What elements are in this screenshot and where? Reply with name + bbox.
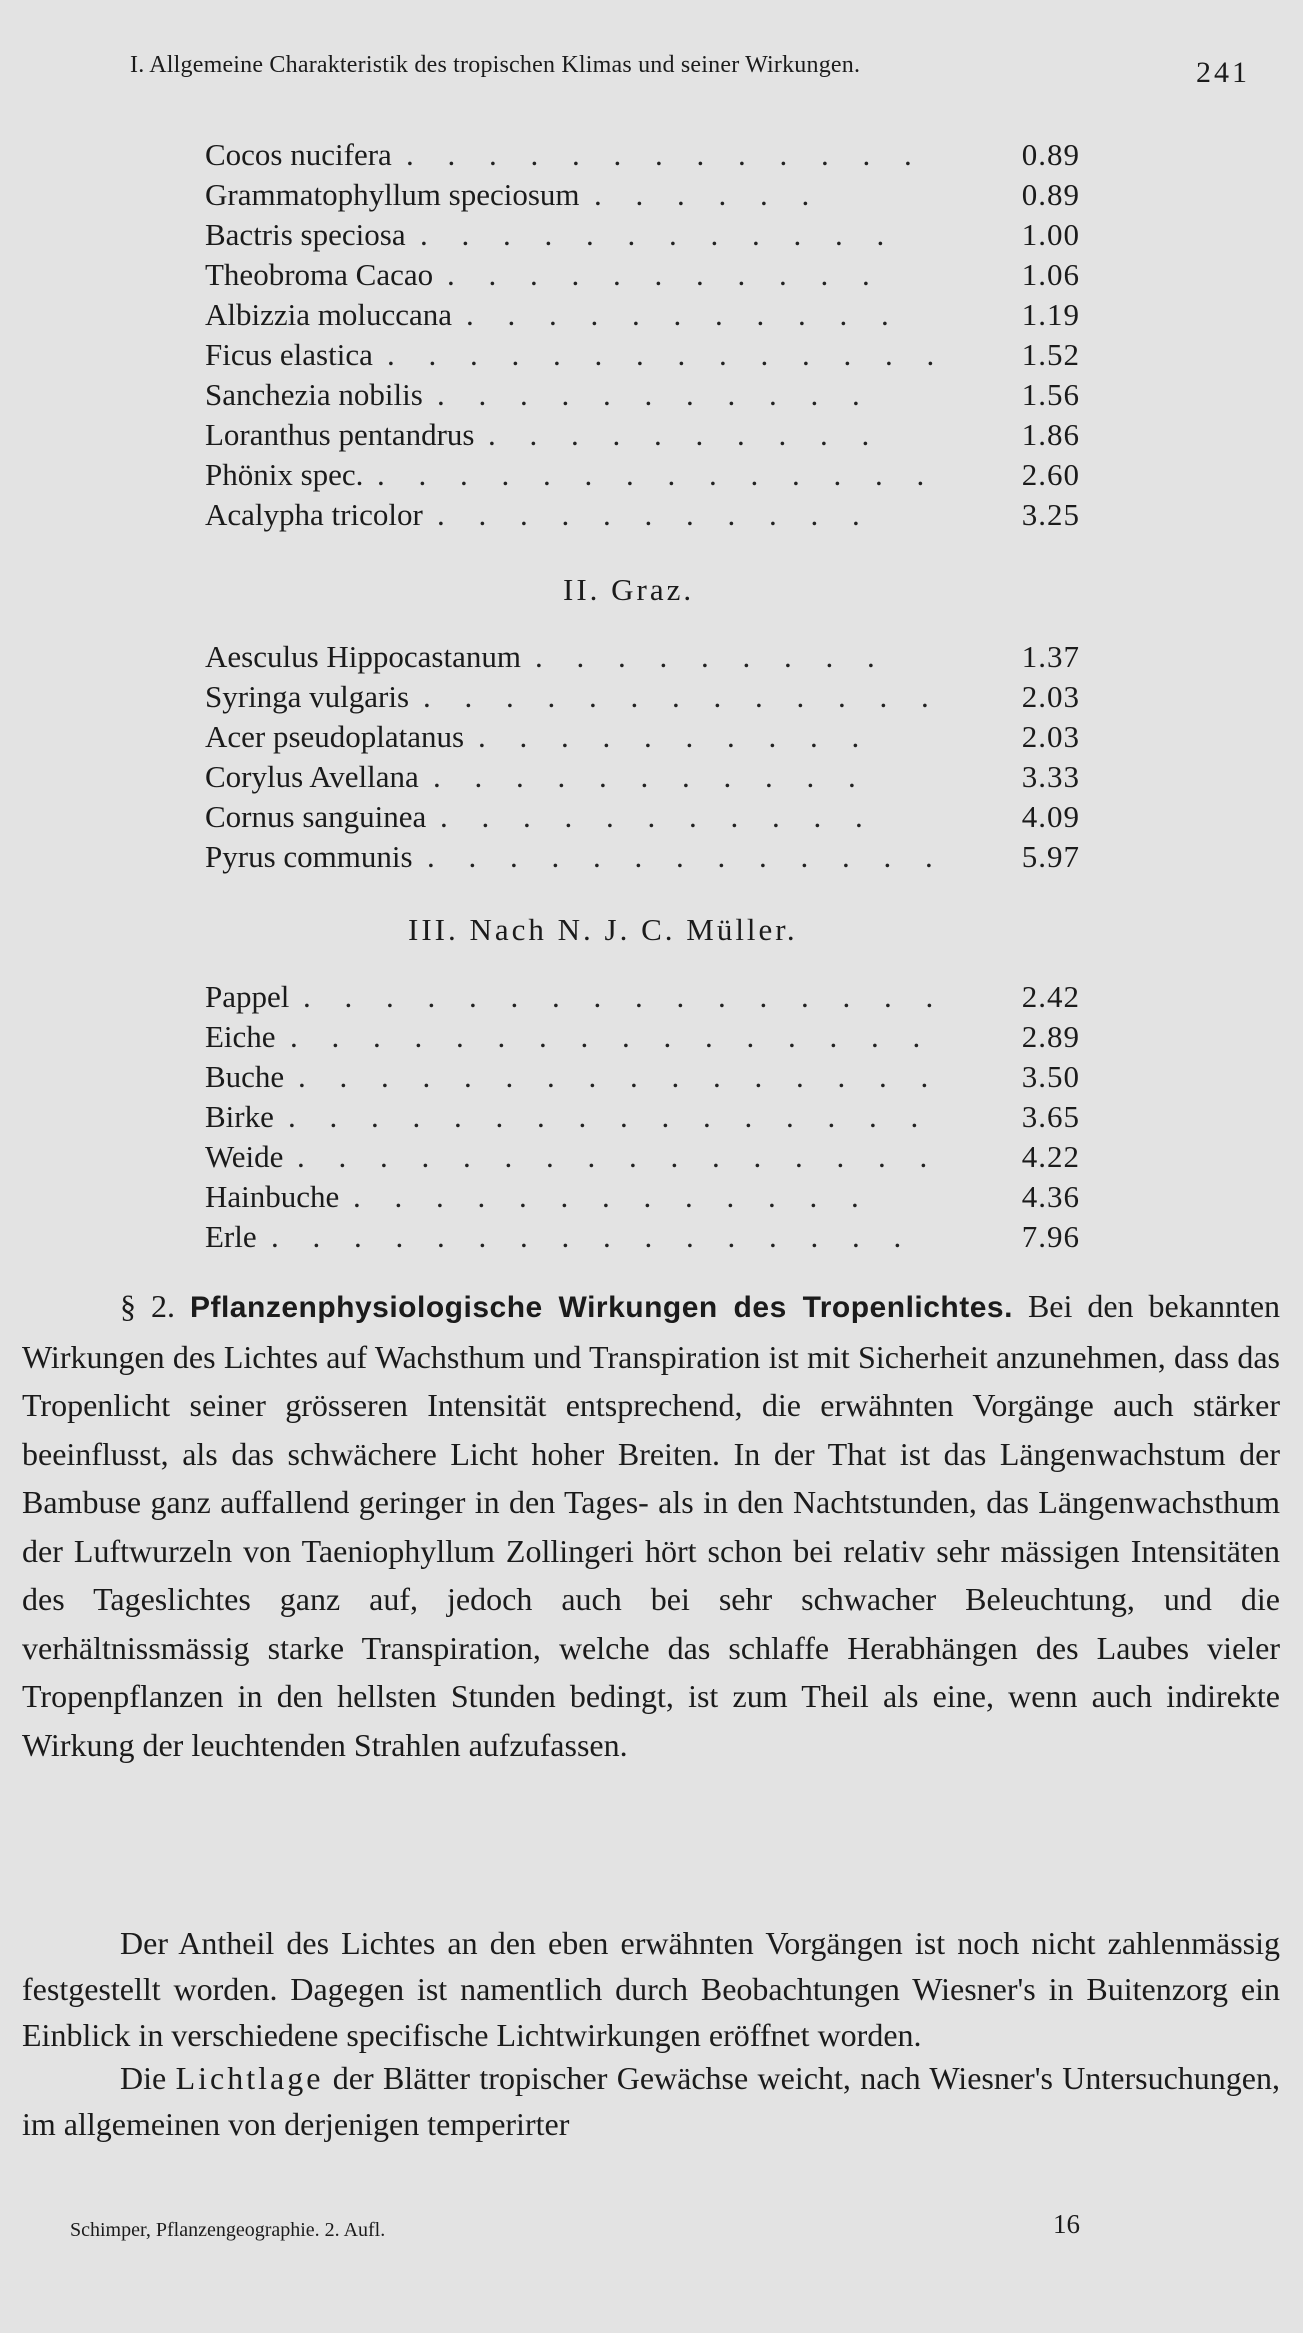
paragraph-2: Der Antheil des Lichtes an den eben erwähnten Vorgängen ist noch nicht zahlenmässig festgestellt worden. Dagegen ist namentlich durch Beobachtungen Wiesner's in Buitenzorg ein Einblick in verschiedene specifische Lichtwirkungen eröffnet worden. bbox=[22, 1925, 1280, 2053]
species-name: Hainbuche bbox=[205, 1179, 340, 1214]
section-heading-mueller: III. Nach N. J. C. Müller. bbox=[408, 912, 798, 947]
table-row bbox=[200, 1217, 1080, 1257]
leader-dots: . . . . . . . . . . . . . . bbox=[377, 457, 938, 492]
table-row bbox=[200, 135, 1080, 175]
leader-dots: . . . . . . . . . . . bbox=[466, 297, 902, 332]
table-row bbox=[200, 175, 1080, 215]
ratio-value: 2.42 bbox=[1021, 979, 1080, 1014]
table-row bbox=[200, 977, 1080, 1017]
leader-dots: . . . . . . . . . . . bbox=[447, 257, 883, 292]
table-row bbox=[200, 1137, 1080, 1177]
paragraph-3-start: Die bbox=[120, 2060, 167, 2096]
leader-dots: . . . . . . . . . . . bbox=[437, 377, 873, 412]
leader-dots: . . . . . . . . . . . . . . . . bbox=[288, 1099, 932, 1134]
leader-dots: . . . . . . . . . . . . . bbox=[406, 137, 925, 172]
value-table-section-1 bbox=[200, 135, 1080, 535]
species-name: Albizzia moluccana bbox=[205, 297, 453, 332]
table-row bbox=[200, 1017, 1080, 1057]
paragraph-1-text: Bei den bekannten Wirkungen des Lichtes auf Wachsthum und Transpiration ist mit Sicherheit anzunehmen, dass das Tropenlicht seiner grösseren Intensität entsprechend, die erwähnten Vorgänge auch stärker beeinflusst, als das schwächere Licht hoher Breiten. In der That ist das Längenwachstum der Bambuse ganz auffallend geringer in den Tages- als in den Nachtstunden, das Längenwachsthum der Luftwurzeln von Taeniophyllum Zollingeri hört schon bei relativ sehr mässigen Intensitäten des Tageslichtes ganz auf, jedoch auch bei sehr schwacher Beleuchtung, und die verhältnissmässig starke Transpiration, welche das schlaffe Herabhängen des Laubes vieler Tropenpflanzen in den hellsten Stunden bedingt, ist zum Theil als eine, wenn auch indirekte Wirkung der leuchtenden Strahlen aufzufassen. bbox=[22, 1288, 1281, 1763]
section-title: Pflanzenphysiologische Wirkungen des Tropenlichtes. bbox=[189, 1291, 1013, 1324]
paragraph-1 bbox=[22, 1282, 1280, 1769]
sheet-number: 16 bbox=[1053, 2209, 1080, 2239]
leader-dots: . . . . . . . . . . bbox=[488, 417, 883, 452]
species-name: Acer pseudoplatanus bbox=[205, 719, 465, 754]
species-name: Weide bbox=[205, 1139, 284, 1174]
ratio-value: 0.89 bbox=[1021, 137, 1080, 172]
ratio-value: 3.33 bbox=[1021, 759, 1080, 794]
table-row bbox=[200, 295, 1080, 335]
species-name: Loranthus pentandrus bbox=[205, 417, 475, 452]
table-row bbox=[200, 415, 1080, 455]
leader-dots: . . . . . . . . . . . . . . . . bbox=[271, 1219, 915, 1254]
species-name: Acalypha tricolor bbox=[205, 497, 423, 532]
table-row bbox=[200, 837, 1080, 877]
table-row bbox=[200, 495, 1080, 535]
value-table-section-2 bbox=[200, 637, 1080, 877]
ratio-value: 2.89 bbox=[1021, 1019, 1080, 1054]
ratio-value: 1.37 bbox=[1021, 639, 1080, 674]
table-row bbox=[200, 255, 1080, 295]
species-name: Cocos nucifera bbox=[205, 137, 392, 172]
ratio-value: 1.52 bbox=[1021, 337, 1080, 372]
paragraph-3-emphasis: Lichtlage bbox=[175, 2060, 324, 2096]
ratio-value: 4.22 bbox=[1021, 1139, 1080, 1174]
table-row bbox=[200, 1177, 1080, 1217]
table-row bbox=[200, 375, 1080, 415]
leader-dots: . . . . . . . . . . . bbox=[433, 759, 869, 794]
leader-dots: . . . . . . . . . . . . bbox=[420, 217, 898, 252]
leader-dots: . . . . . . . . . . . bbox=[440, 799, 876, 834]
table-row bbox=[200, 637, 1080, 677]
leader-dots: . . . . . . . . . . . . . . . . bbox=[303, 979, 947, 1014]
leader-dots: . . . . . . . . . . . . . bbox=[353, 1179, 872, 1214]
ratio-value: 3.50 bbox=[1021, 1059, 1080, 1094]
species-name: Pappel bbox=[205, 979, 290, 1014]
table-row bbox=[200, 797, 1080, 837]
species-name: Phönix spec. bbox=[205, 457, 364, 492]
running-head-title: I. Allgemeine Charakteristik des tropischen Klimas und seiner Wirkungen. bbox=[130, 52, 861, 78]
paragraph-3 bbox=[22, 2055, 1280, 2147]
running-head bbox=[130, 52, 1250, 89]
species-name: Aesculus Hippocastanum bbox=[205, 639, 521, 674]
paragraph-3-text: der Blätter tropischer Gewächse weicht, nach Wiesner's Untersuchungen, im allgemeinen von derjenigen temperirter bbox=[22, 2060, 1281, 2142]
ratio-value: 5.97 bbox=[1021, 839, 1080, 874]
leader-dots: . . . . . . . . . bbox=[535, 639, 888, 674]
ratio-value: 2.60 bbox=[1021, 457, 1080, 492]
section-number: § 2. bbox=[120, 1288, 175, 1324]
ratio-value: 3.65 bbox=[1021, 1099, 1080, 1134]
ratio-value: 4.36 bbox=[1021, 1179, 1080, 1214]
species-name: Pyrus communis bbox=[205, 839, 413, 874]
ratio-value: 4.09 bbox=[1021, 799, 1080, 834]
table-row bbox=[200, 455, 1080, 495]
section-heading-graz: II. Graz. bbox=[563, 572, 695, 607]
species-name: Ficus elastica bbox=[205, 337, 373, 372]
ratio-value: 7.96 bbox=[1021, 1219, 1080, 1254]
ratio-value: 1.19 bbox=[1021, 297, 1080, 332]
ratio-value: 1.00 bbox=[1021, 217, 1080, 252]
value-table-section-3 bbox=[200, 977, 1080, 1257]
leader-dots: . . . . . . . . . . . . . . . . bbox=[298, 1059, 942, 1094]
table-row bbox=[200, 717, 1080, 757]
table-row bbox=[200, 1057, 1080, 1097]
leader-dots: . . . . . . . . . . . . . bbox=[427, 839, 946, 874]
ratio-value: 2.03 bbox=[1021, 719, 1080, 754]
footer-signature-line: Schimper, Pflanzengeographie. 2. Aufl. bbox=[70, 2219, 386, 2241]
leader-dots: . . . . . . . . . . bbox=[478, 719, 873, 754]
leader-dots: . . . . . . bbox=[594, 177, 823, 212]
species-name: Erle bbox=[205, 1219, 257, 1254]
table-row bbox=[200, 1097, 1080, 1137]
table-row bbox=[200, 677, 1080, 717]
species-name: Birke bbox=[205, 1099, 274, 1134]
species-name: Theobroma Cacao bbox=[205, 257, 434, 292]
species-name: Grammatophyllum speciosum bbox=[205, 177, 580, 212]
species-name: Eiche bbox=[205, 1019, 276, 1054]
species-name: Buche bbox=[205, 1059, 285, 1094]
ratio-value: 1.86 bbox=[1021, 417, 1080, 452]
leader-dots: . . . . . . . . . . . . . bbox=[423, 679, 942, 714]
species-name: Corylus Avellana bbox=[205, 759, 419, 794]
leader-dots: . . . . . . . . . . . bbox=[437, 497, 873, 532]
table-row bbox=[200, 335, 1080, 375]
leader-dots: . . . . . . . . . . . . . . . . bbox=[290, 1019, 934, 1054]
species-name: Bactris speciosa bbox=[205, 217, 406, 252]
species-name: Sanchezia nobilis bbox=[205, 377, 423, 412]
table-row bbox=[200, 215, 1080, 255]
ratio-value: 1.06 bbox=[1021, 257, 1080, 292]
page-number: 241 bbox=[1196, 56, 1250, 89]
ratio-value: 3.25 bbox=[1021, 497, 1080, 532]
ratio-value: 0.89 bbox=[1021, 177, 1080, 212]
leader-dots: . . . . . . . . . . . . . . . . bbox=[297, 1139, 941, 1174]
species-name: Cornus sanguinea bbox=[205, 799, 427, 834]
ratio-value: 1.56 bbox=[1021, 377, 1080, 412]
page-footer bbox=[70, 2209, 1080, 2242]
ratio-value: 2.03 bbox=[1021, 679, 1080, 714]
leader-dots: . . . . . . . . . . . . . . bbox=[387, 337, 948, 372]
table-row bbox=[200, 757, 1080, 797]
species-name: Syringa vulgaris bbox=[205, 679, 410, 714]
